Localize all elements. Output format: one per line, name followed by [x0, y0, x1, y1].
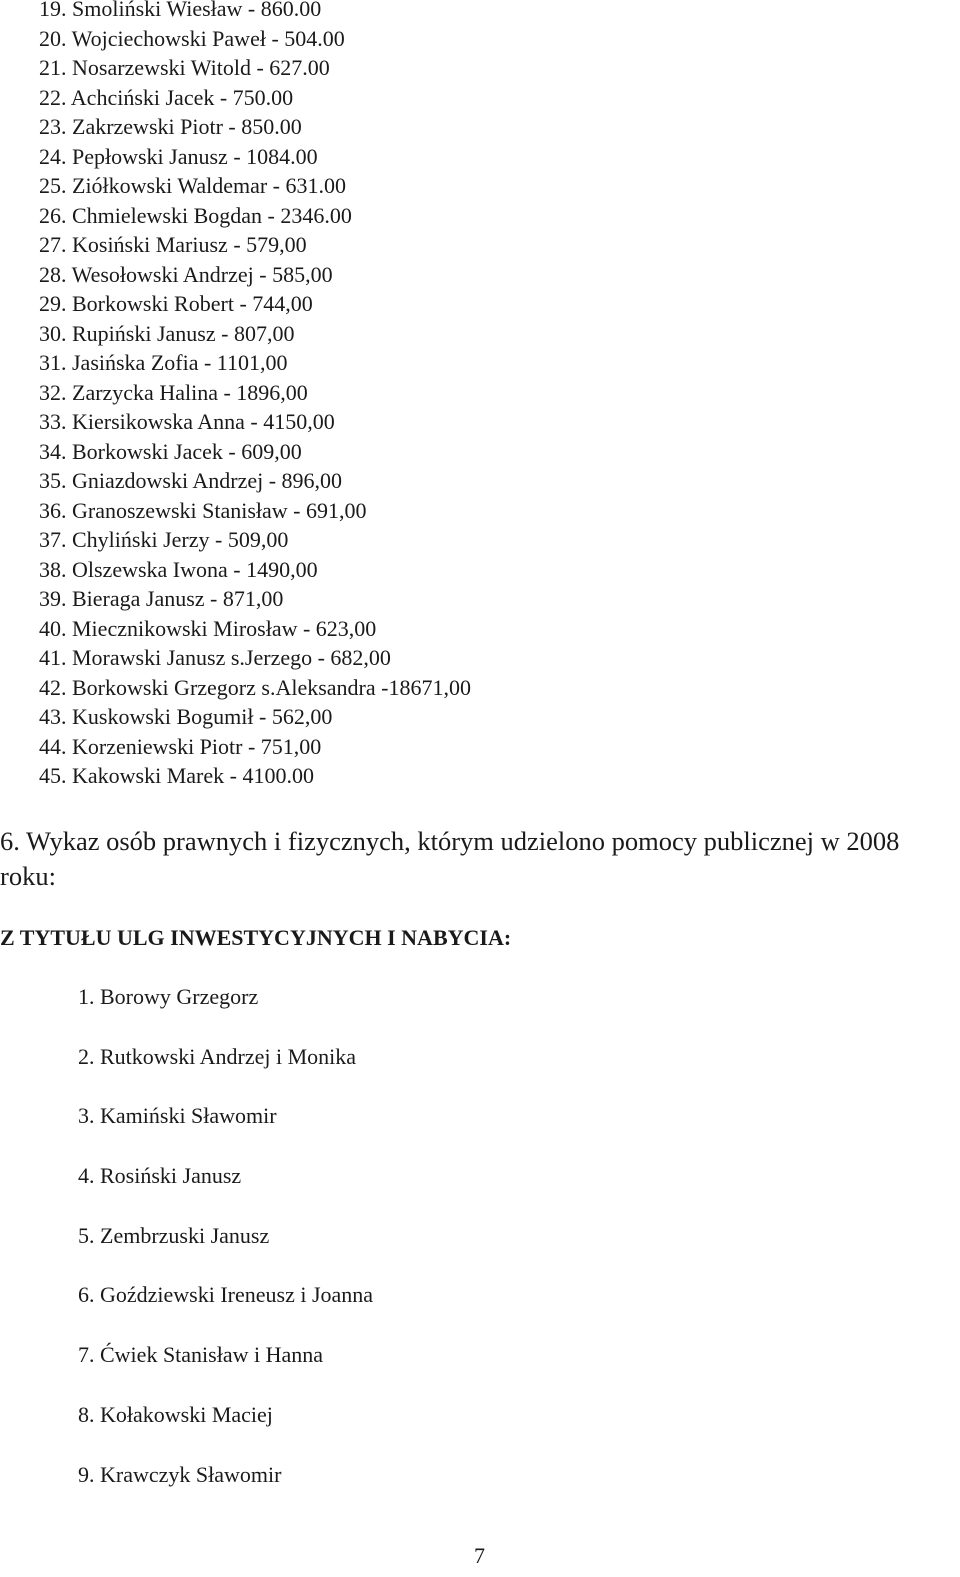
list-item: 43. Kuskowski Bogumił - 562,00 — [39, 704, 333, 729]
list-item: 45. Kakowski Marek - 4100.00 — [39, 763, 314, 788]
list-item: 40. Miecznikowski Mirosław - 623,00 — [39, 615, 377, 641]
list-item: 5. Zembrzuski Janusz — [78, 1222, 270, 1248]
list-item: 42. Borkowski Grzegorz s.Aleksandra -18671,00 — [39, 674, 471, 700]
list-item: 39. Bieraga Janusz - 871,00 — [39, 586, 284, 611]
list-item: 35. Gniazdowski Andrzej - 896,00 — [39, 468, 343, 493]
list-item: 2. Rutkowski Andrzej i Monika — [78, 1043, 357, 1069]
list-item: 21. Nosarzewski Witold - 627.00 — [39, 55, 330, 80]
aid-recipients-list — [39, 0, 471, 791]
list-item: 27. Kosiński Mariusz - 579,00 — [39, 232, 307, 257]
list-item: 37. Chyliński Jerzy - 509,00 — [39, 527, 289, 552]
list-item: 33. Kiersikowska Anna - 4150,00 — [39, 409, 335, 434]
list-item: 19. Smoliński Wiesław - 860.00 — [39, 0, 322, 21]
list-item: 8. Kołakowski Maciej — [78, 1401, 273, 1427]
list-item: 23. Zakrzewski Piotr - 850.00 — [39, 114, 302, 139]
beneficiaries-list — [78, 982, 373, 1519]
list-item: 22. Achciński Jacek - 750.00 — [39, 84, 294, 110]
list-item: 20. Wojciechowski Paweł - 504.00 — [39, 25, 345, 51]
list-item: 41. Morawski Janusz s.Jerzego - 682,00 — [39, 645, 391, 670]
list-item: 6. Goździewski Ireneusz i Joanna — [78, 1282, 374, 1308]
section-heading: 6. Wykaz osób prawnych i fizycznych, którym udzielono pomocy publicznej w 2008 roku: — [0, 826, 900, 891]
list-item: 31. Jasińska Zofia - 1101,00 — [39, 350, 288, 375]
list-item: 4. Rosiński Janusz — [78, 1163, 242, 1189]
list-item: 25. Ziółkowski Waldemar - 631.00 — [39, 173, 347, 198]
list-item: 1. Borowy Grzegorz — [78, 984, 259, 1009]
list-item: 44. Korzeniewski Piotr - 751,00 — [39, 733, 322, 759]
list-item: 24. Pepłowski Janusz - 1084.00 — [39, 143, 318, 169]
section-subheading: Z TYTUŁU ULG INWESTYCYJNYCH I NABYCIA: — [0, 925, 512, 950]
list-item: 3. Kamiński Sławomir — [78, 1103, 277, 1129]
list-item: 26. Chmielewski Bogdan - 2346.00 — [39, 202, 352, 228]
list-item: 32. Zarzycka Halina - 1896,00 — [39, 379, 308, 405]
list-item: 29. Borkowski Robert - 744,00 — [39, 291, 313, 316]
list-item: 34. Borkowski Jacek - 609,00 — [39, 438, 302, 464]
list-item: 7. Ćwiek Stanisław i Hanna — [78, 1342, 324, 1368]
page-number: 7 — [474, 1543, 485, 1568]
list-item: 36. Granoszewski Stanisław - 691,00 — [39, 497, 367, 523]
list-item: 9. Krawczyk Sławomir — [78, 1461, 282, 1487]
list-item: 38. Olszewska Iwona - 1490,00 — [39, 556, 318, 582]
list-item: 28. Wesołowski Andrzej - 585,00 — [39, 261, 333, 287]
list-item: 30. Rupiński Janusz - 807,00 — [39, 320, 295, 346]
